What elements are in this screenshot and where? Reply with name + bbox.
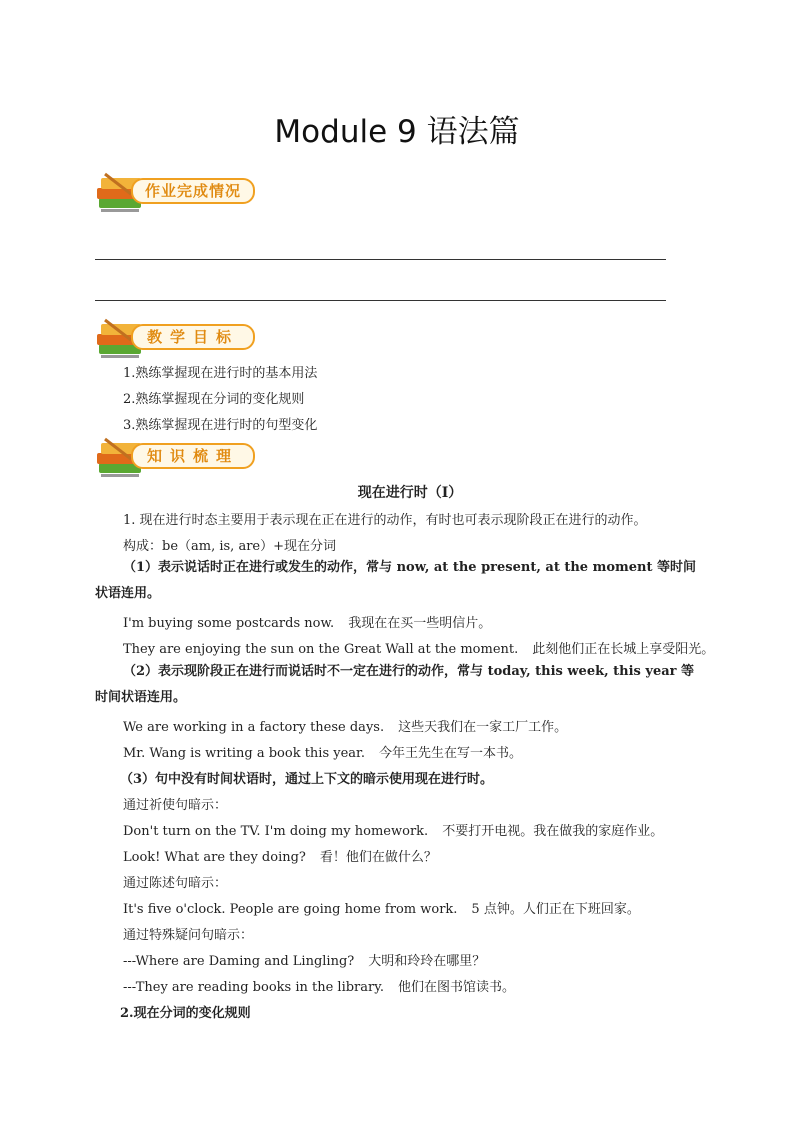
goals-badge-label: 教学目标 <box>146 328 239 346</box>
example-zh: 这些天我们在一家工厂工作。 <box>398 720 568 735</box>
example-zh: 此刻他们正在长城上享受阳光。 <box>532 642 715 657</box>
example-line <box>123 898 640 917</box>
structure-text: 构成：be（am, is, are）+现在分词 <box>123 539 337 554</box>
example-en: Mr. Wang is writing a book this year. <box>123 746 365 761</box>
intro-text: 1. 现在进行时态主要用于表示现在正在进行的动作，有时也可表示现阶段正在进行的动作。 <box>123 513 647 528</box>
hint-imperative: 通过祈使句暗示： <box>123 798 228 813</box>
section-heading: 现在进行时（I） <box>357 485 463 501</box>
example-en: Don't turn on the TV. I'm doing my homework. <box>123 824 429 839</box>
example-en: ---Where are Daming and Lingling? <box>123 954 355 969</box>
hint-wh-question: 通过特殊疑问句暗示： <box>123 928 254 943</box>
example-line <box>123 976 515 995</box>
example-line <box>123 742 522 761</box>
example-en: They are enjoying the sun on the Great Wall at the moment. <box>123 642 519 657</box>
hint-declarative: 通过陈述句暗示： <box>123 876 228 891</box>
example-zh: 5 点钟。人们正在下班回家。 <box>471 902 640 917</box>
example-zh: 大明和玲玲在哪里？ <box>368 954 486 969</box>
homework-badge-label: 作业完成情况 <box>144 182 241 200</box>
homework-badge <box>95 172 265 216</box>
goal-item: 1.熟练掌握现在进行时的基本用法 <box>123 366 318 381</box>
example-line <box>123 950 485 969</box>
rule-2: （2）表示现阶段正在进行而说话时不一定在进行的动作，常与 today, this week, this year 等时间状语连用。 <box>95 664 695 705</box>
example-zh: 他们在图书馆读书。 <box>398 980 516 995</box>
example-line <box>123 846 437 865</box>
rule-4: 2.现在分词的变化规则 <box>120 1006 251 1021</box>
example-zh: 我现在在买一些明信片。 <box>348 616 492 631</box>
knowledge-badge-label: 知识梳理 <box>146 447 239 465</box>
goal-item: 2.熟练掌握现在分词的变化规则 <box>123 392 305 407</box>
example-en: It's five o'clock. People are going home from work. <box>123 902 458 917</box>
example-line <box>123 716 567 735</box>
answer-line-2[interactable] <box>95 300 666 301</box>
rule-3: （3）句中没有时间状语时，通过上下文的暗示使用现在进行时。 <box>120 772 494 787</box>
example-zh: 不要打开电视。我在做我的家庭作业。 <box>442 824 664 839</box>
example-line <box>123 820 663 839</box>
example-en: I'm buying some postcards now. <box>123 616 335 631</box>
example-zh: 看！他们在做什么？ <box>319 850 437 865</box>
example-en: ---They are reading books in the library. <box>123 980 384 995</box>
goals-badge <box>95 318 265 362</box>
example-en: We are working in a factory these days. <box>123 720 385 735</box>
rule-1: （1）表示说话时正在进行或发生的动作，常与 now, at the present, at the moment 等时间状语连用。 <box>95 560 697 601</box>
goal-item: 3.熟练掌握现在进行时的句型变化 <box>123 418 318 433</box>
knowledge-badge <box>95 437 265 481</box>
example-en: Look! What are they doing? <box>123 850 306 865</box>
page-title: Module 9 语法篇 <box>274 114 520 150</box>
answer-line-1[interactable] <box>95 259 666 260</box>
example-line <box>123 612 491 631</box>
example-zh: 今年王先生在写一本书。 <box>378 746 522 761</box>
example-line <box>123 638 714 657</box>
